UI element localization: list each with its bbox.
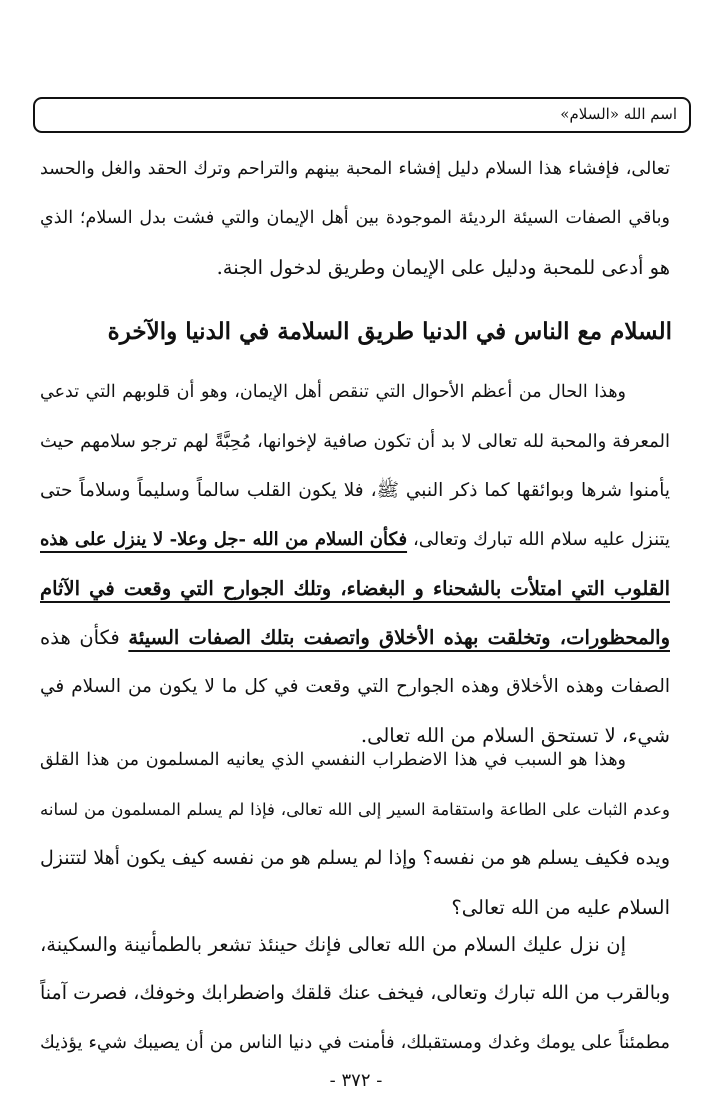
text-line (40, 515, 670, 564)
text-line: المعرفة والمحبة لله تعالى لا بد أن تكون صافية لإخوانها، مُحِبَّةً لهم ترجو سلامهم حيث (40, 431, 670, 452)
text-line: وعدم الثبات على الطاعة واستقامة السير إلى الله تعالى، فإذا لم يسلم المسلمون من لسانه (40, 800, 670, 819)
emphasized-text: والمحظورات، وتخلقت بهذه الأخلاق واتصفت بتلك الصفات السيئة (128, 626, 670, 649)
text-line: يأمنوا شرها وبوائقها كما ذكر النبي ﷺ، فلا يكون القلب سالماً وسليماً وسلاماً حتى (40, 480, 670, 501)
text-line (40, 564, 670, 613)
running-header-title: اسم الله «السلام» (560, 105, 677, 123)
emphasized-text: القلوب التي امتلأت بالشحناء و البغضاء، وتلك الجوارح التي وقعت في الآثام (40, 577, 670, 600)
section-heading: السلام مع الناس في الدنيا طريق السلامة في الدنيا والآخرة (107, 318, 672, 345)
text-line: وبالقرب من الله تبارك وتعالى، فيخف عنك قلقك واضطرابك وخوفك، فصرت آمناً (40, 982, 670, 1004)
text-line: شيء، لا تستحق السلام من الله تعالى. (360, 724, 670, 747)
paragraph-2 (40, 736, 670, 932)
text-line (40, 613, 670, 662)
paragraph-1 (40, 368, 670, 760)
running-header (33, 97, 691, 133)
text-line: وهذا الحال من أعظم الأحوال التي تنقص أهل الإيمان، وهو أن قلوبهم التي تدعي (40, 382, 626, 402)
text-line: مطمئناً على يومك وغدك ومستقبلك، فأمنت في دنيا الناس من أن يصيبك شيء يؤذيك (40, 1032, 670, 1053)
text-line: الصفات وهذه الأخلاق وهذه الجوارح التي وقعت في كل ما لا يكون من السلام في (40, 676, 670, 697)
text-line: وهذا هو السبب في هذا الاضطراب النفسي الذي يعانيه المسلمون من هذا القلق (40, 750, 626, 770)
plain-text: يتنزل عليه سلام الله تبارك وتعالى، (412, 529, 670, 550)
text-line: ويده فكيف يسلم هو من نفسه؟ وإذا لم يسلم هو من نفسه كيف يكون أهلا لتتنزل (40, 847, 670, 869)
text-line: وباقي الصفات السيئة الرديئة الموجودة بين أهل الإيمان والتي فشت بدل السلام؛ الذي (40, 208, 670, 228)
text-line: تعالى، فإفشاء هذا السلام دليل إفشاء المحبة بينهم والتراحم وترك الحقد والغل والحسد (40, 159, 670, 179)
text-line: إن نزل عليك السلام من الله تعالى فإنك حينئذ تشعر بالطمأنينة والسكينة، (40, 933, 626, 956)
intro-paragraph (40, 145, 670, 292)
page-number: - ٣٧٢ - (329, 1070, 383, 1091)
emphasized-text: فكأن السلام من الله -جل وعلا- لا ينزل على هذه (40, 529, 408, 550)
text-line: هو أدعى للمحبة ودليل على الإيمان وطريق لدخول الجنة. (216, 256, 670, 279)
plain-text: فكأن هذه (40, 626, 120, 649)
text-line: السلام عليه من الله تعالى؟ (451, 896, 670, 919)
paragraph-3 (40, 920, 670, 1067)
